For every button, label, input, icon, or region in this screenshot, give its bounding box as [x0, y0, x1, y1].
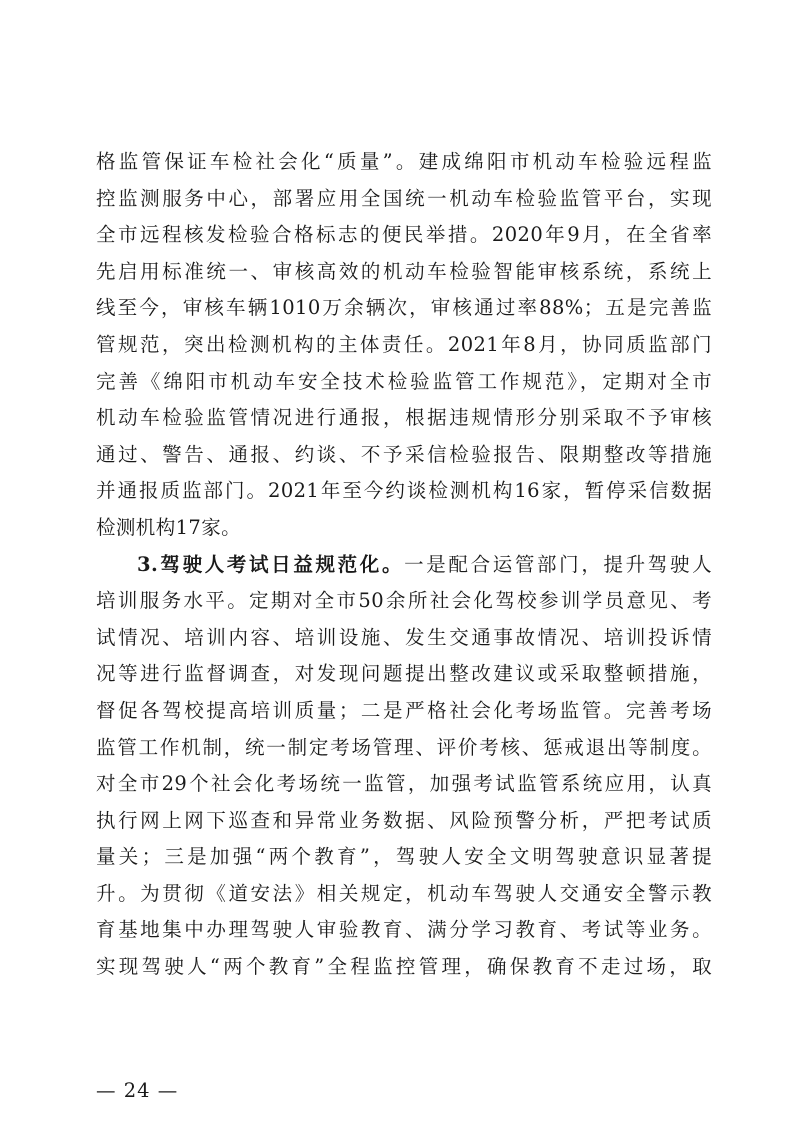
page-number: — 24 —	[96, 1079, 179, 1102]
section-3-first-line-text: 一是配合运管部门，提升驾驶人	[404, 552, 713, 576]
text-line: 升。为贯彻《道安法》相关规定，机动车驾驶人交通安全警示教	[96, 881, 712, 905]
text-line: 育基地集中办理驾驶人审验教育、满分学习教育、考试等业务。	[96, 918, 712, 942]
section-3-heading: 3.驾驶人考试日益规范化。	[137, 552, 405, 576]
text-line: 管规范，突出检测机构的主体责任。2021年8月，协同质监部门	[96, 332, 712, 356]
text-line: 对全市29个社会化考场统一监管，加强考试监管系统应用，认真	[96, 772, 712, 796]
text-line: 培训服务水平。定期对全市50余所社会化驾校参训学员意见、考	[96, 589, 712, 613]
body-text	[96, 144, 712, 986]
text-line: 况等进行监督调查，对发现问题提出整改建议或采取整顿措施，	[96, 662, 712, 686]
text-line: 通过、警告、通报、约谈、不予采信检验报告、限期整改等措施	[96, 442, 712, 466]
text-line: 试情况、培训内容、培训设施、发生交通事故情况、培训投诉情	[96, 625, 712, 649]
text-line: 实现驾驶人“两个教育”全程监控管理，确保教育不走过场，取	[96, 955, 712, 979]
text-line: 完善《绵阳市机动车安全技术检验监管工作规范》，定期对全市	[96, 369, 712, 393]
text-line: 督促各驾校提高培训质量；二是严格社会化考场监管。完善考场	[96, 698, 712, 722]
text-line: 线至今，审核车辆1010万余辆次，审核通过率88%；五是完善监	[96, 296, 712, 320]
text-line: 控监测服务中心，部署应用全国统一机动车检验监管平台，实现	[96, 186, 712, 210]
text-line: 全市远程核发检验合格标志的便民举措。2020年9月，在全省率	[96, 223, 712, 247]
text-line: 量关；三是加强“两个教育”，驾驶人安全文明驾驶意识显著提	[96, 845, 712, 869]
text-line: 机动车检验监管情况进行通报，根据违规情形分别采取不予审核	[96, 406, 712, 430]
text-line: 执行网上网下巡查和异常业务数据、风险预警分析，严把考试质	[96, 808, 712, 832]
text-line: 格监管保证车检社会化“质量”。建成绵阳市机动车检验远程监	[96, 150, 712, 173]
text-line: 检测机构17家。	[96, 515, 242, 539]
text-line: 先启用标准统一、审核高效的机动车检验智能审核系统，系统上	[96, 259, 712, 283]
text-line: 并通报质监部门。2021年至今约谈检测机构16家，暂停采信数据	[96, 479, 712, 503]
section-3-first-line	[96, 547, 712, 584]
text-line: 监管工作机制，统一制定考场管理、评价考核、惩戒退出等制度。	[96, 735, 712, 759]
